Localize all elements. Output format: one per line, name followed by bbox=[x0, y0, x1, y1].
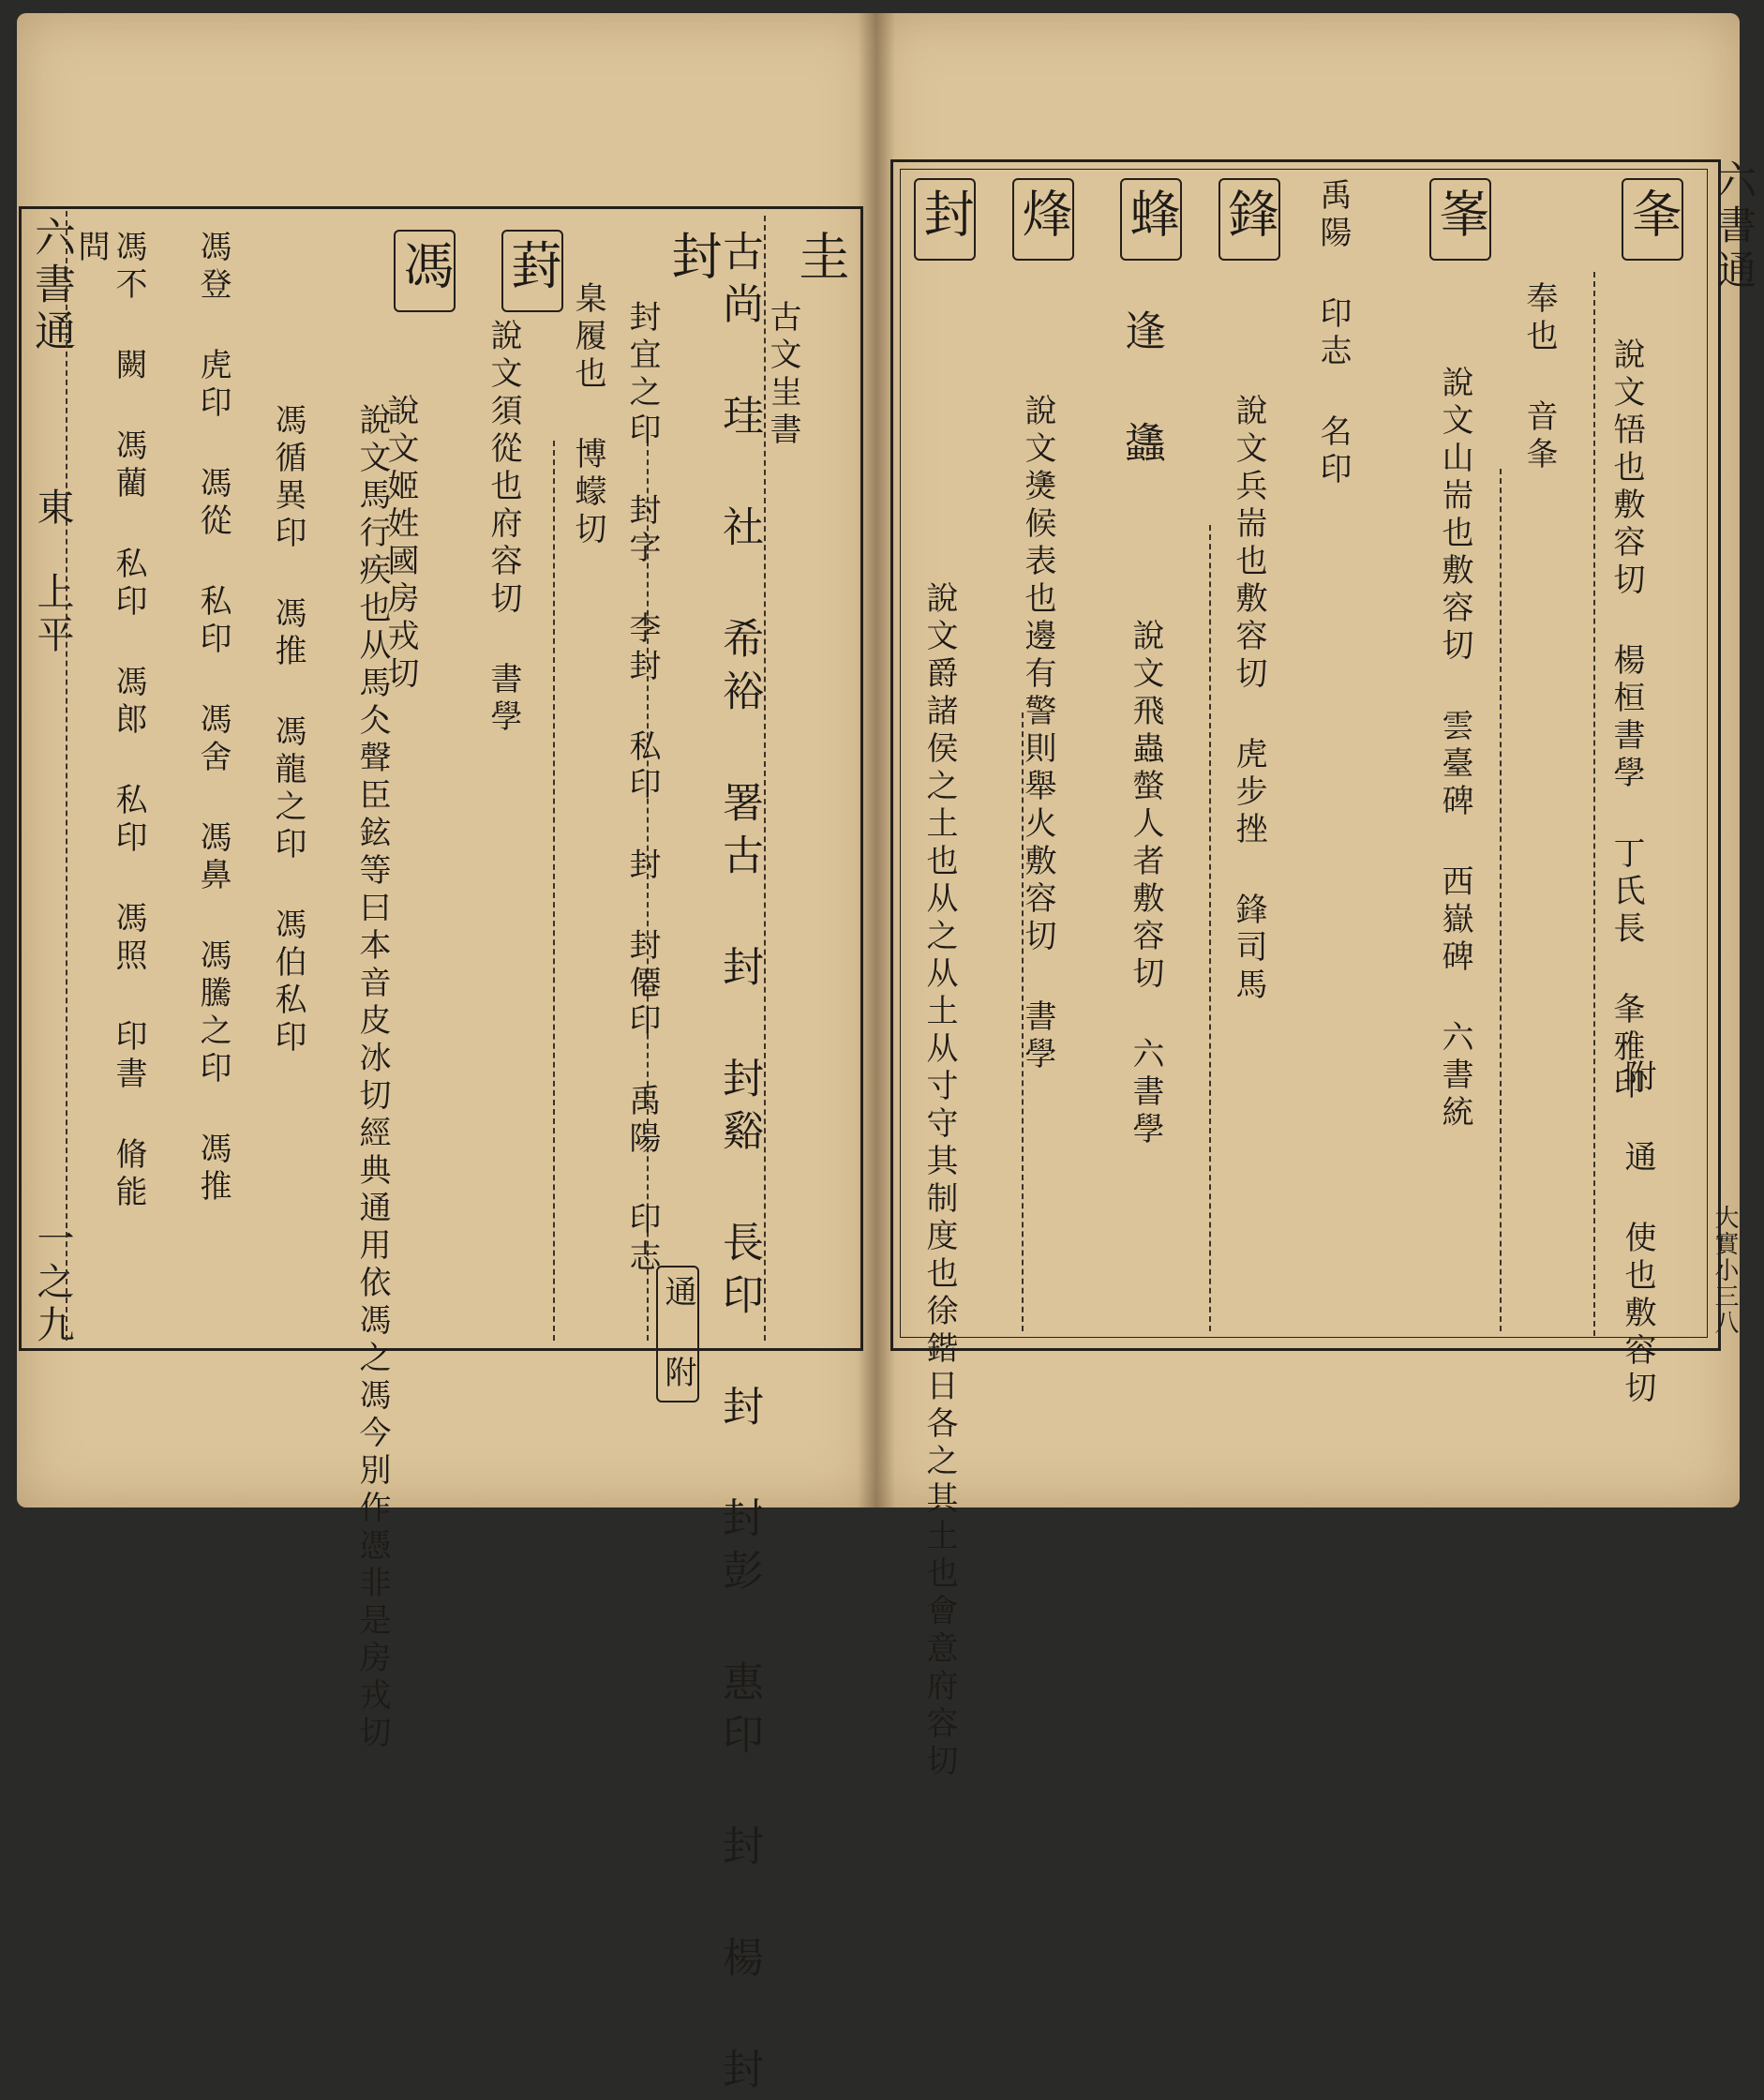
entry-feng2-head: 葑 bbox=[501, 230, 563, 312]
margin-tone: 上平 bbox=[31, 572, 74, 658]
entry-feng3-head: 馮 bbox=[394, 230, 456, 312]
entry-lu-text: 臬履也 博蠓切 bbox=[569, 281, 606, 549]
entry-feng-d-head: 蜂 bbox=[1120, 178, 1182, 261]
entry-feng-a-note: 奉也 音夆 bbox=[1520, 281, 1558, 474]
entry-feng-variants: 古尚 珪 社 希裕 署古 封 封谿 長印 封 封彭 惠印 封 楊 封 bbox=[715, 230, 763, 2100]
entry-feng-b-seal: 禹陽 印志 名印 bbox=[1314, 178, 1352, 489]
entry-feng-d-text: 說文飛蟲螫人者敷容切 六書學 bbox=[1127, 619, 1164, 1149]
entry-feng3-seals-b: 馮登 虎印 馮從 私印 馮舍 馮鼻 馮騰之印 馮推 bbox=[194, 230, 232, 1207]
book-gutter bbox=[858, 13, 895, 1508]
margin-section: 東 bbox=[31, 488, 74, 531]
entry-feng-a-tong: 附 通 使也敷容切 bbox=[1619, 1059, 1656, 1408]
entry-feng-e-text: 說文㷭候表也邊有警則舉火敷容切 書學 bbox=[1019, 394, 1056, 1074]
entry-feng-e-head: 烽 bbox=[1012, 178, 1074, 261]
column-rule bbox=[66, 211, 67, 1341]
entry-gui-head: 圭 bbox=[791, 230, 850, 293]
margin-title-right: 六書通 bbox=[1712, 159, 1757, 294]
entry-feng-f-head: 封 bbox=[914, 178, 976, 261]
entry-feng-a-head: 夆 bbox=[1622, 178, 1683, 261]
entry-feng-f-text: 說文爵諸侯之土也从之从土从寸守其制度也徐鍇日各之其土也會意府容切 bbox=[920, 581, 958, 1781]
entry-feng2-text: 說文須從也府容切 書學 bbox=[485, 319, 522, 737]
entry-feng-head: 封 bbox=[664, 230, 723, 293]
entry-feng3-seals-a: 馮循異印 馮推 馮龍之印 馮伯私印 bbox=[269, 403, 306, 1058]
entry-feng-d-variants: 逢 蠭 bbox=[1117, 309, 1165, 473]
column-rule bbox=[1500, 469, 1502, 1331]
entry-feng-seals: 封宜之印 封字 李封 私印 封 封僊印 禹陽 印志 bbox=[623, 300, 661, 1277]
entry-feng-c-text: 說文兵耑也敷容切 虎步挫 鋒司馬 bbox=[1230, 394, 1267, 1005]
entry-feng-b-head: 峯 bbox=[1429, 178, 1491, 261]
entry-feng3-seals-c: 馮不 闕 馮藺 私印 馮郎 私印 馮照 印書 脩能 bbox=[110, 230, 147, 1212]
entry-feng-b-text: 說文山耑也敷容切 雲臺碑 西嶽碑 六書統 bbox=[1436, 366, 1473, 1132]
entry-feng-a-text: 說文啎也敷容切 楊桓書學 丁氏長 夆雅印 bbox=[1607, 338, 1645, 1104]
entry-feng-tong: 通 附 bbox=[656, 1266, 699, 1402]
margin-title-left: 六書通 bbox=[27, 216, 75, 356]
entry-feng3-text: 說文姬姓國房戎切 bbox=[381, 394, 419, 694]
margin-note-right: 大實小三八 bbox=[1711, 1205, 1739, 1336]
column-rule bbox=[553, 441, 555, 1341]
entry-feng-c-head: 鋒 bbox=[1218, 178, 1280, 261]
column-rule bbox=[1209, 525, 1211, 1331]
entry-wen: 問 bbox=[72, 230, 110, 267]
column-rule bbox=[1593, 272, 1595, 1336]
entry-feng3-commentary: 說文馬行疾也从馬仌聲臣鉉等曰本音皮冰切經典通用依馮之馮今別作憑非是房戎切 bbox=[353, 403, 391, 1753]
margin-page: 一之九 bbox=[31, 1219, 74, 1348]
entry-gui-text: 古文㞷書 bbox=[764, 300, 801, 450]
